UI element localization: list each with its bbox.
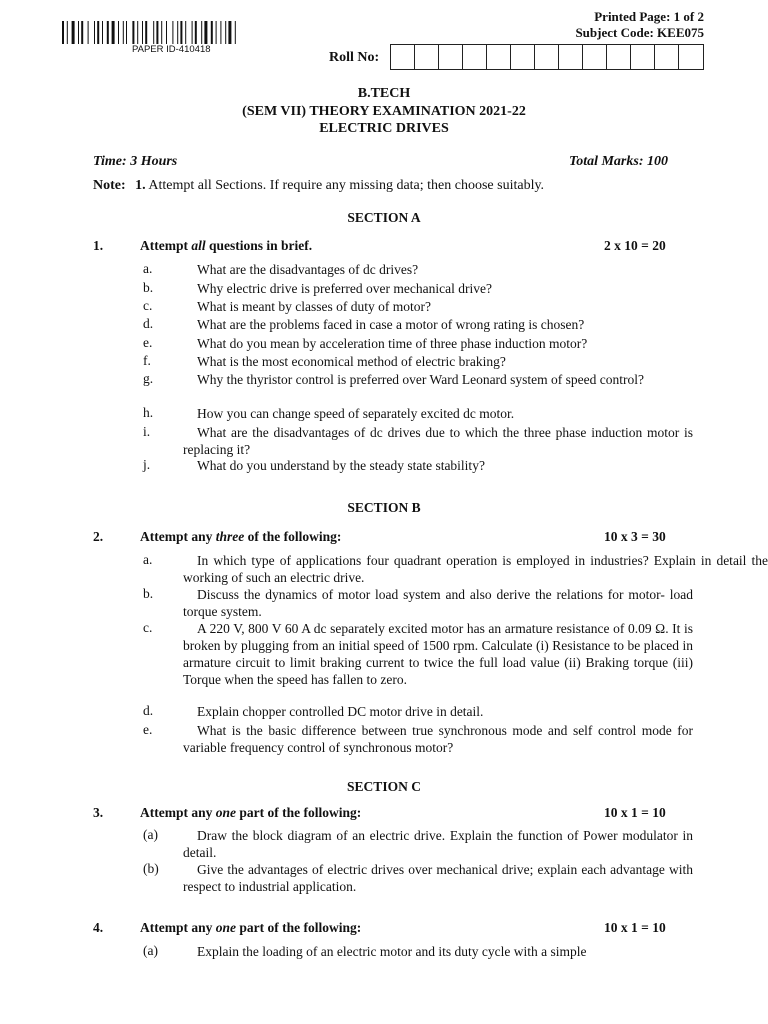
subject-code: Subject Code: KEE075 [575, 25, 704, 40]
item-letter: e. [143, 335, 153, 350]
question-item: Discuss the dynamics of motor load system and also derive the relations for motor- load torque system. [183, 587, 693, 619]
item-letter: d. [143, 703, 154, 718]
roll-no-box[interactable] [463, 45, 487, 69]
roll-no-box[interactable] [439, 45, 463, 69]
printed-page: Printed Page: 1 of 2 [594, 9, 704, 24]
question-item: How you can change speed of separately excited dc motor. [197, 406, 515, 421]
note-text: Attempt all Sections. If require any missing data; then choose suitably. [148, 178, 545, 193]
question-item: Explain chopper controlled DC motor drive in detail. [197, 704, 484, 719]
section-a-heading: SECTION A [347, 210, 421, 225]
q2-marks: 10 x 3 = 30 [604, 529, 666, 544]
q2-instruction: Attempt any three of the following: [140, 529, 342, 544]
item-letter: b. [143, 280, 154, 295]
item-letter: j. [143, 457, 151, 472]
q4-instruction: Attempt any one part of the following: [140, 920, 362, 935]
item-letter: c. [143, 298, 153, 313]
roll-no-box[interactable] [415, 45, 439, 69]
item-letter: d. [143, 316, 154, 331]
question-item: In which type of applications four quadrant operation is employed in industries? Explain in detail the working of such an electric drive. [183, 553, 768, 585]
q3-instruction: Attempt any one part of the following: [140, 805, 362, 820]
roll-no-box[interactable] [607, 45, 631, 69]
item-letter: f. [143, 353, 151, 368]
q3-marks: 10 x 1 = 10 [604, 805, 666, 820]
item-letter: (a) [143, 943, 158, 958]
item-letter: b. [143, 586, 154, 601]
roll-no-box[interactable] [391, 45, 415, 69]
q4-marks: 10 x 1 = 10 [604, 920, 666, 935]
roll-no-box[interactable] [511, 45, 535, 69]
paper-id: PAPER ID-410418 [132, 44, 211, 55]
degree-title: B.TECH [357, 86, 411, 101]
exam-title: (SEM VII) THEORY EXAMINATION 2021-22 [242, 104, 526, 119]
q1-marks: 2 x 10 = 20 [604, 238, 666, 253]
question-item: What are the problems faced in case a motor of wrong rating is chosen? [197, 317, 585, 332]
question-item: What are the disadvantages of dc drives? [197, 262, 419, 277]
roll-no-box[interactable] [631, 45, 655, 69]
section-c-heading: SECTION C [347, 779, 421, 794]
question-item: Explain the loading of an electric motor and its duty cycle with a simple [197, 944, 587, 959]
question-item: Draw the block diagram of an electric drive. Explain the function of Power modulator in detail. [183, 828, 693, 860]
item-letter: h. [143, 405, 154, 420]
q1-number: 1. [93, 238, 104, 253]
section-b-heading: SECTION B [347, 500, 421, 515]
item-letter: (a) [143, 827, 158, 842]
q3-number: 3. [93, 805, 104, 820]
time-allowed: Time: 3 Hours [93, 154, 178, 169]
item-letter: (b) [143, 861, 159, 876]
q2-number: 2. [93, 529, 104, 544]
barcode-image [62, 21, 290, 44]
note-number: 1. [135, 178, 146, 193]
roll-no-boxes[interactable] [390, 44, 704, 70]
roll-no-label: Roll No: [329, 50, 380, 65]
q4-number: 4. [93, 920, 104, 935]
roll-no-box[interactable] [559, 45, 583, 69]
question-item: What is the most economical method of electric braking? [197, 354, 506, 369]
question-item: A 220 V, 800 V 60 A dc separately excited motor has an armature resistance of 0.09 Ω. It is broken by plugging from an initial speed of 1500 rpm. Calculate (i) Resistance to be placed in armature circuit to limit braking current to twice the full load value (ii) Braking torque (iii) Torque when the speed has fallen to zero. [183, 621, 693, 687]
roll-no-box[interactable] [487, 45, 511, 69]
item-letter: g. [143, 371, 154, 386]
question-item: What are the disadvantages of dc drives due to which the three phase induction motor is replacing it? [183, 425, 693, 457]
question-item: What is meant by classes of duty of motor? [197, 299, 431, 314]
subject-title: ELECTRIC DRIVES [319, 121, 449, 136]
note-label: Note: [93, 178, 126, 193]
question-item: What is the basic difference between true synchronous mode and self control mode for variable frequency control of synchronous motor? [183, 723, 693, 755]
item-letter: e. [143, 722, 153, 737]
note [93, 178, 544, 194]
question-item: Give the advantages of electric drives over mechanical drive; explain each advantage with respect to industrial application. [183, 862, 693, 894]
roll-no-box[interactable] [679, 45, 703, 69]
question-item: What do you understand by the steady state stability? [197, 458, 485, 473]
q1-instruction: Attempt all questions in brief. [140, 238, 313, 253]
question-item: Why the thyristor control is preferred over Ward Leonard system of speed control? [197, 372, 645, 387]
question-item: What do you mean by acceleration time of three phase induction motor? [197, 336, 588, 351]
item-letter: i. [143, 424, 151, 439]
roll-no-box[interactable] [535, 45, 559, 69]
roll-no-box[interactable] [583, 45, 607, 69]
item-letter: a. [143, 552, 153, 567]
total-marks: Total Marks: 100 [568, 154, 668, 169]
roll-no-box[interactable] [655, 45, 679, 69]
item-letter: c. [143, 620, 153, 635]
question-item: Why electric drive is preferred over mechanical drive? [197, 281, 492, 296]
item-letter: a. [143, 261, 153, 276]
